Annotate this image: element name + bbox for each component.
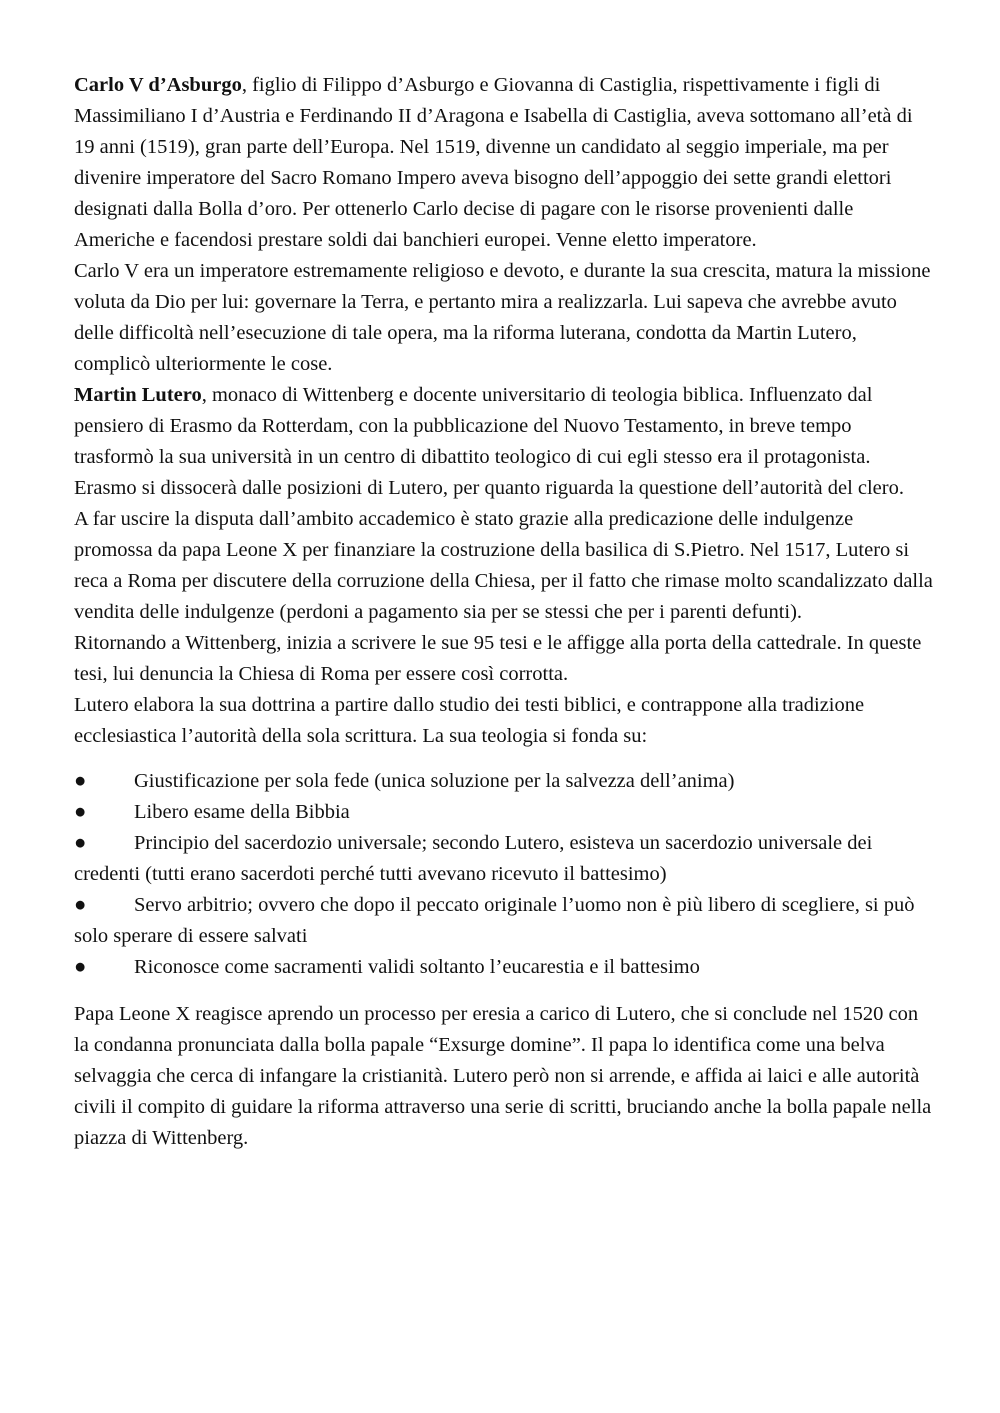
bullet-icon: ● xyxy=(74,801,87,823)
bullet-icon: ● xyxy=(74,770,87,792)
paragraph-text: A far uscire la disputa dall’ambito accademico è stato grazie alla predicazione delle indulgenze promossa da papa Leone X per finanziare la costruzione della basilica di S.Pietro. Nel 1517, Lutero si reca a Roma per discutere della corruzione della Chiesa, per il fatto che rimase molto scandalizzato dalla vendita delle indulgenze (perdoni a pagamento sia per se stessi che per i parenti defunti). xyxy=(74,508,933,623)
paragraph-lead: Martin Lutero xyxy=(74,384,202,406)
paragraph-lead: Carlo V d’Asburgo xyxy=(74,74,242,96)
list-item xyxy=(74,828,936,890)
list-item-text: Principio del sacerdozio universale; secondo Lutero, esisteva un sacerdozio universale dei credenti (tutti erano sacerdoti perché tutti avevano ricevuto il battesimo) xyxy=(74,832,873,885)
paragraph-martin-lutero xyxy=(74,380,936,473)
document-page xyxy=(74,70,936,1154)
paragraph-erasmo xyxy=(74,473,936,504)
paragraph-carlo-v-mission xyxy=(74,256,936,380)
theology-bullet-list xyxy=(74,766,936,983)
list-item xyxy=(74,890,936,952)
list-item xyxy=(74,952,936,983)
bullet-icon: ● xyxy=(74,956,87,978)
paragraph-leone-x xyxy=(74,999,936,1154)
paragraph-text: Lutero elabora la sua dottrina a partire dallo studio dei testi biblici, e contrappone alla tradizione ecclesiastica l’autorità della sola scrittura. La sua teologia si fonda su: xyxy=(74,694,865,747)
paragraph-95-tesi xyxy=(74,628,936,690)
list-item-text: Servo arbitrio; ovvero che dopo il peccato originale l’uomo non è più libero di scegliere, si può solo sperare di essere salvati xyxy=(74,894,915,947)
paragraph-text: Erasmo si dissocerà dalle posizioni di Lutero, per quanto riguarda la questione dell’autorità del clero. xyxy=(74,477,904,499)
list-item-text: Libero esame della Bibbia xyxy=(134,801,350,823)
paragraph-dottrina xyxy=(74,690,936,752)
paragraph-text: Ritornando a Wittenberg, inizia a scrivere le sue 95 tesi e le affigge alla porta della cattedrale. In queste tesi, lui denuncia la Chiesa di Roma per essere così corrotta. xyxy=(74,632,922,685)
paragraph-indulgenze xyxy=(74,504,936,628)
paragraph-text: , figlio di Filippo d’Asburgo e Giovanna di Castiglia, rispettivamente i figli di Massimiliano I d’Austria e Ferdinando II d’Aragona e Isabella di Castiglia, aveva sottomano all’età di 19 anni (1519), gran parte dell’Europa. Nel 1519, divenne un candidato al seggio imperiale, ma per divenire imperatore del Sacro Romano Impero aveva bisogno dell’appoggio dei sette grandi elettori designati dalla Bolla d’oro. Per ottenerlo Carlo decise di pagare con le risorse provenienti dalle Americhe e facendosi prestare soldi dai banchieri europei. Venne eletto imperatore. xyxy=(74,74,913,251)
list-item-text: Riconosce come sacramenti validi soltanto l’eucarestia e il battesimo xyxy=(134,956,700,978)
paragraph-carlo-v xyxy=(74,70,936,256)
paragraph-text: , monaco di Wittenberg e docente universitario di teologia biblica. Influenzato dal pensiero di Erasmo da Rotterdam, con la pubblicazione del Nuovo Testamento, in breve tempo trasformò la sua università in un centro di dibattito teologico di cui egli stesso era il protagonista. xyxy=(74,384,873,468)
paragraph-text: Carlo V era un imperatore estremamente religioso e devoto, e durante la sua crescita, matura la missione voluta da Dio per lui: governare la Terra, e pertanto mira a realizzarla. Lui sapeva che avrebbe avuto delle difficoltà nell’esecuzione di tale opera, ma la riforma luterana, condotta da Martin Lutero, complicò ulteriormente le cose. xyxy=(74,260,931,375)
bullet-icon: ● xyxy=(74,832,87,854)
list-item xyxy=(74,797,936,828)
paragraph-text: Papa Leone X reagisce aprendo un processo per eresia a carico di Lutero, che si conclude nel 1520 con la condanna pronunciata dalla bolla papale “Exsurge domine”. Il papa lo identifica come una belva selvaggia che cerca di infangare la cristianità. Lutero però non si arrende, e affida ai laici e alle autorità civili il compito di guidare la riforma attraverso una serie di scritti, bruciando anche la bolla papale nella piazza di Wittenberg. xyxy=(74,1003,932,1149)
list-item-text: Giustificazione per sola fede (unica soluzione per la salvezza dell’anima) xyxy=(134,770,735,792)
list-item xyxy=(74,766,936,797)
bullet-icon: ● xyxy=(74,894,87,916)
